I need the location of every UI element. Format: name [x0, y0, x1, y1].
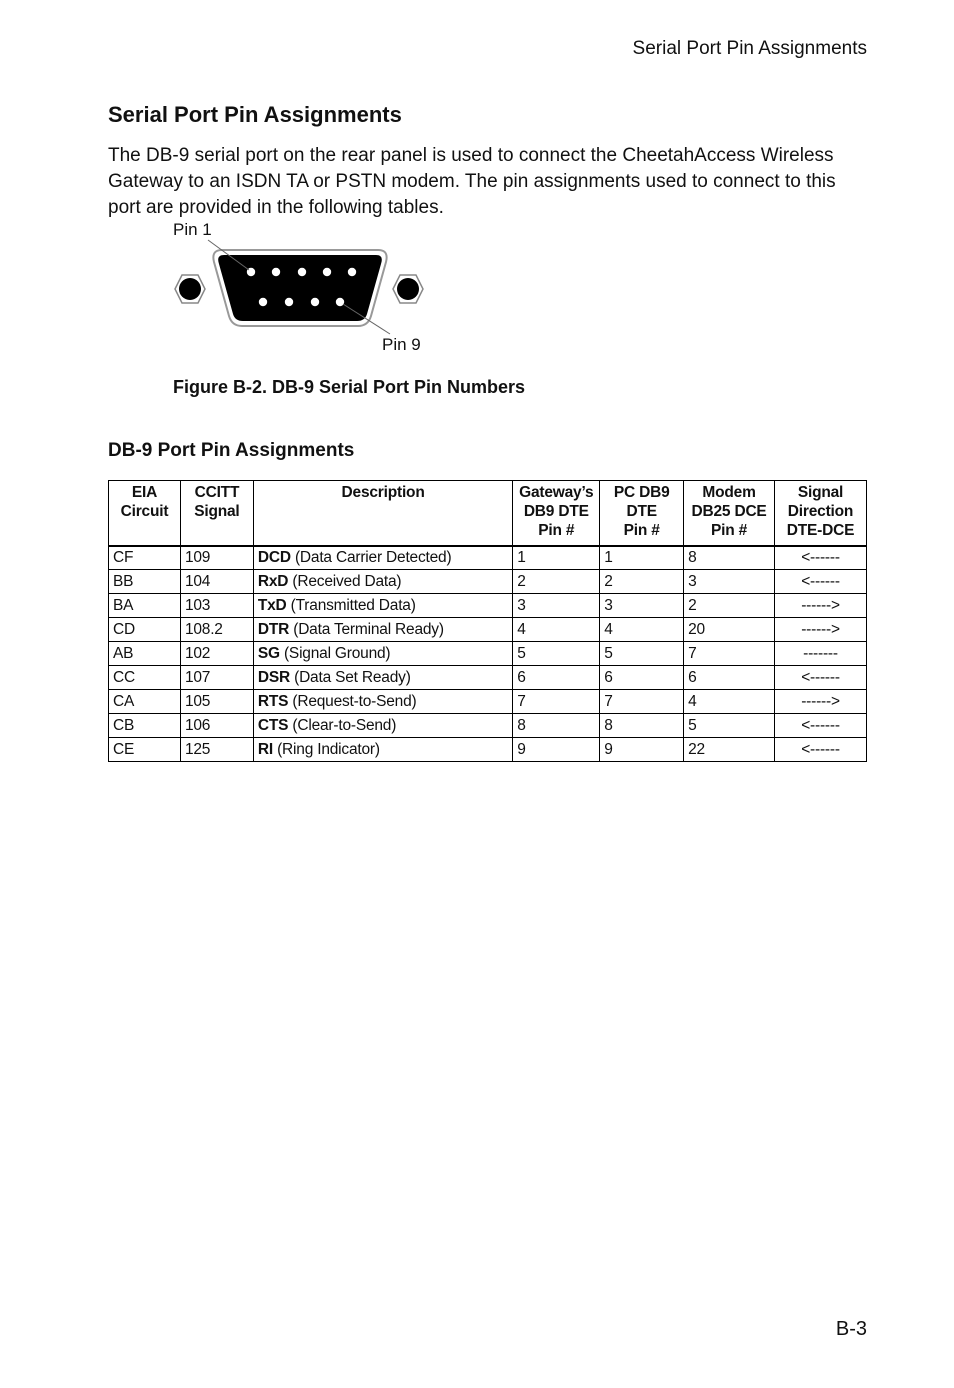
signal-abbr: RI — [257, 740, 273, 758]
cell-gateway-pin: 5 — [513, 642, 600, 666]
cell-description — [253, 714, 512, 738]
cell-pc-pin: 4 — [600, 618, 684, 642]
signal-abbr: RTS — [257, 692, 289, 710]
table-header-row — [109, 481, 867, 546]
cell-gateway-pin: 8 — [513, 714, 600, 738]
cell-eia: BA — [109, 594, 181, 618]
cell-description — [253, 690, 512, 714]
right-mount-hole — [397, 278, 419, 300]
cell-modem-pin: 20 — [684, 618, 775, 642]
db9-figure — [160, 218, 460, 363]
cell-direction: ------> — [775, 594, 867, 618]
cell-direction: <------ — [775, 714, 867, 738]
cell-gateway-pin: 3 — [513, 594, 600, 618]
cell-direction: <------ — [775, 666, 867, 690]
section-title: Serial Port Pin Assignments — [108, 102, 402, 127]
header-description: Description — [253, 481, 512, 546]
page-number: B-3 — [835, 1318, 867, 1340]
cell-ccitt: 102 — [180, 642, 253, 666]
cell-pc-pin: 9 — [600, 738, 684, 762]
pin-assignment-table — [108, 480, 867, 762]
cell-ccitt: 106 — [180, 714, 253, 738]
pin-2 — [272, 268, 280, 276]
cell-modem-pin: 22 — [684, 738, 775, 762]
signal-desc: (Request-to-Send) — [288, 692, 417, 710]
cell-direction: ------- — [775, 642, 867, 666]
signal-abbr: CTS — [257, 716, 289, 734]
pin-6 — [259, 298, 267, 306]
cell-eia: AB — [109, 642, 181, 666]
table-title: DB-9 Port Pin Assignments — [108, 440, 355, 461]
pin-9 — [336, 298, 344, 306]
cell-gateway-pin: 4 — [513, 618, 600, 642]
cell-ccitt: 109 — [180, 546, 253, 570]
cell-gateway-pin: 6 — [513, 666, 600, 690]
cell-gateway-pin: 9 — [513, 738, 600, 762]
cell-pc-pin: 5 — [600, 642, 684, 666]
cell-modem-pin: 6 — [684, 666, 775, 690]
header-modem-pin: Modem DB25 DCE Pin # — [684, 481, 775, 546]
table-row — [109, 690, 867, 714]
cell-pc-pin: 2 — [600, 570, 684, 594]
header-signal-direction: Signal Direction DTE-DCE — [775, 481, 867, 546]
cell-eia: CB — [109, 714, 181, 738]
signal-abbr: SG — [257, 644, 280, 662]
cell-eia: BB — [109, 570, 181, 594]
table-row — [109, 642, 867, 666]
pin-3 — [298, 268, 306, 276]
cell-ccitt: 105 — [180, 690, 253, 714]
cell-modem-pin: 8 — [684, 546, 775, 570]
cell-ccitt: 125 — [180, 738, 253, 762]
cell-description — [253, 594, 512, 618]
cell-modem-pin: 4 — [684, 690, 775, 714]
table-row — [109, 738, 867, 762]
cell-eia: CC — [109, 666, 181, 690]
table-row — [109, 714, 867, 738]
signal-desc: (Clear-to-Send) — [288, 716, 397, 734]
intro-paragraph: The DB-9 serial port on the rear panel is used to connect the CheetahAccess Wireless Gateway to an ISDN TA or PSTN modem. The pin assignments used to connect to this port are provided in the following tables. — [108, 145, 836, 218]
table-row — [109, 546, 867, 570]
running-head: Serial Port Pin Assignments — [632, 38, 867, 59]
cell-modem-pin: 3 — [684, 570, 775, 594]
cell-ccitt: 107 — [180, 666, 253, 690]
cell-ccitt: 103 — [180, 594, 253, 618]
cell-ccitt: 104 — [180, 570, 253, 594]
signal-desc: (Signal Ground) — [279, 644, 391, 662]
table-row — [109, 594, 867, 618]
signal-desc: (Ring Indicator) — [272, 740, 380, 758]
cell-gateway-pin: 1 — [513, 546, 600, 570]
figure-caption: Figure B-2. DB-9 Serial Port Pin Numbers — [173, 377, 526, 397]
cell-description — [253, 618, 512, 642]
cell-description — [253, 570, 512, 594]
pin-8 — [311, 298, 319, 306]
signal-desc: (Received Data) — [288, 572, 402, 590]
cell-gateway-pin: 7 — [513, 690, 600, 714]
cell-modem-pin: 2 — [684, 594, 775, 618]
signal-desc: (Data Carrier Detected) — [290, 548, 452, 566]
cell-direction: ------> — [775, 618, 867, 642]
cell-eia: CE — [109, 738, 181, 762]
cell-pc-pin: 6 — [600, 666, 684, 690]
cell-direction: ------> — [775, 690, 867, 714]
signal-abbr: TxD — [257, 596, 287, 614]
cell-pc-pin: 1 — [600, 546, 684, 570]
table-row — [109, 618, 867, 642]
cell-description — [253, 738, 512, 762]
pin-7 — [285, 298, 293, 306]
cell-pc-pin: 8 — [600, 714, 684, 738]
cell-eia: CD — [109, 618, 181, 642]
cell-direction: <------ — [775, 738, 867, 762]
cell-ccitt: 108.2 — [180, 618, 253, 642]
db9-connector-diagram — [160, 218, 460, 363]
pin-5 — [348, 268, 356, 276]
cell-pc-pin: 7 — [600, 690, 684, 714]
header-ccitt-signal: CCITT Signal — [180, 481, 253, 546]
cell-description — [253, 546, 512, 570]
signal-desc: (Data Set Ready) — [290, 668, 411, 686]
pin9-label: Pin 9 — [382, 335, 421, 354]
signal-desc: (Data Terminal Ready) — [289, 620, 444, 638]
cell-modem-pin: 5 — [684, 714, 775, 738]
cell-eia: CA — [109, 690, 181, 714]
header-eia-circuit: EIA Circuit — [109, 481, 181, 546]
table-row — [109, 666, 867, 690]
cell-description — [253, 642, 512, 666]
header-gateway-pin: Gateway’s DB9 DTE Pin # — [513, 481, 600, 546]
signal-abbr: DSR — [257, 668, 290, 686]
cell-direction: <------ — [775, 570, 867, 594]
signal-abbr: DCD — [257, 548, 291, 566]
cell-direction: <------ — [775, 546, 867, 570]
cell-gateway-pin: 2 — [513, 570, 600, 594]
cell-pc-pin: 3 — [600, 594, 684, 618]
signal-desc: (Transmitted Data) — [286, 596, 416, 614]
left-mount-hole — [179, 278, 201, 300]
header-pc-pin: PC DB9 DTE Pin # — [600, 481, 684, 546]
cell-description — [253, 666, 512, 690]
signal-abbr: DTR — [257, 620, 290, 638]
cell-eia: CF — [109, 546, 181, 570]
pin1-label: Pin 1 — [173, 220, 212, 239]
pin-4 — [323, 268, 331, 276]
table-row — [109, 570, 867, 594]
signal-abbr: RxD — [257, 572, 289, 590]
cell-modem-pin: 7 — [684, 642, 775, 666]
